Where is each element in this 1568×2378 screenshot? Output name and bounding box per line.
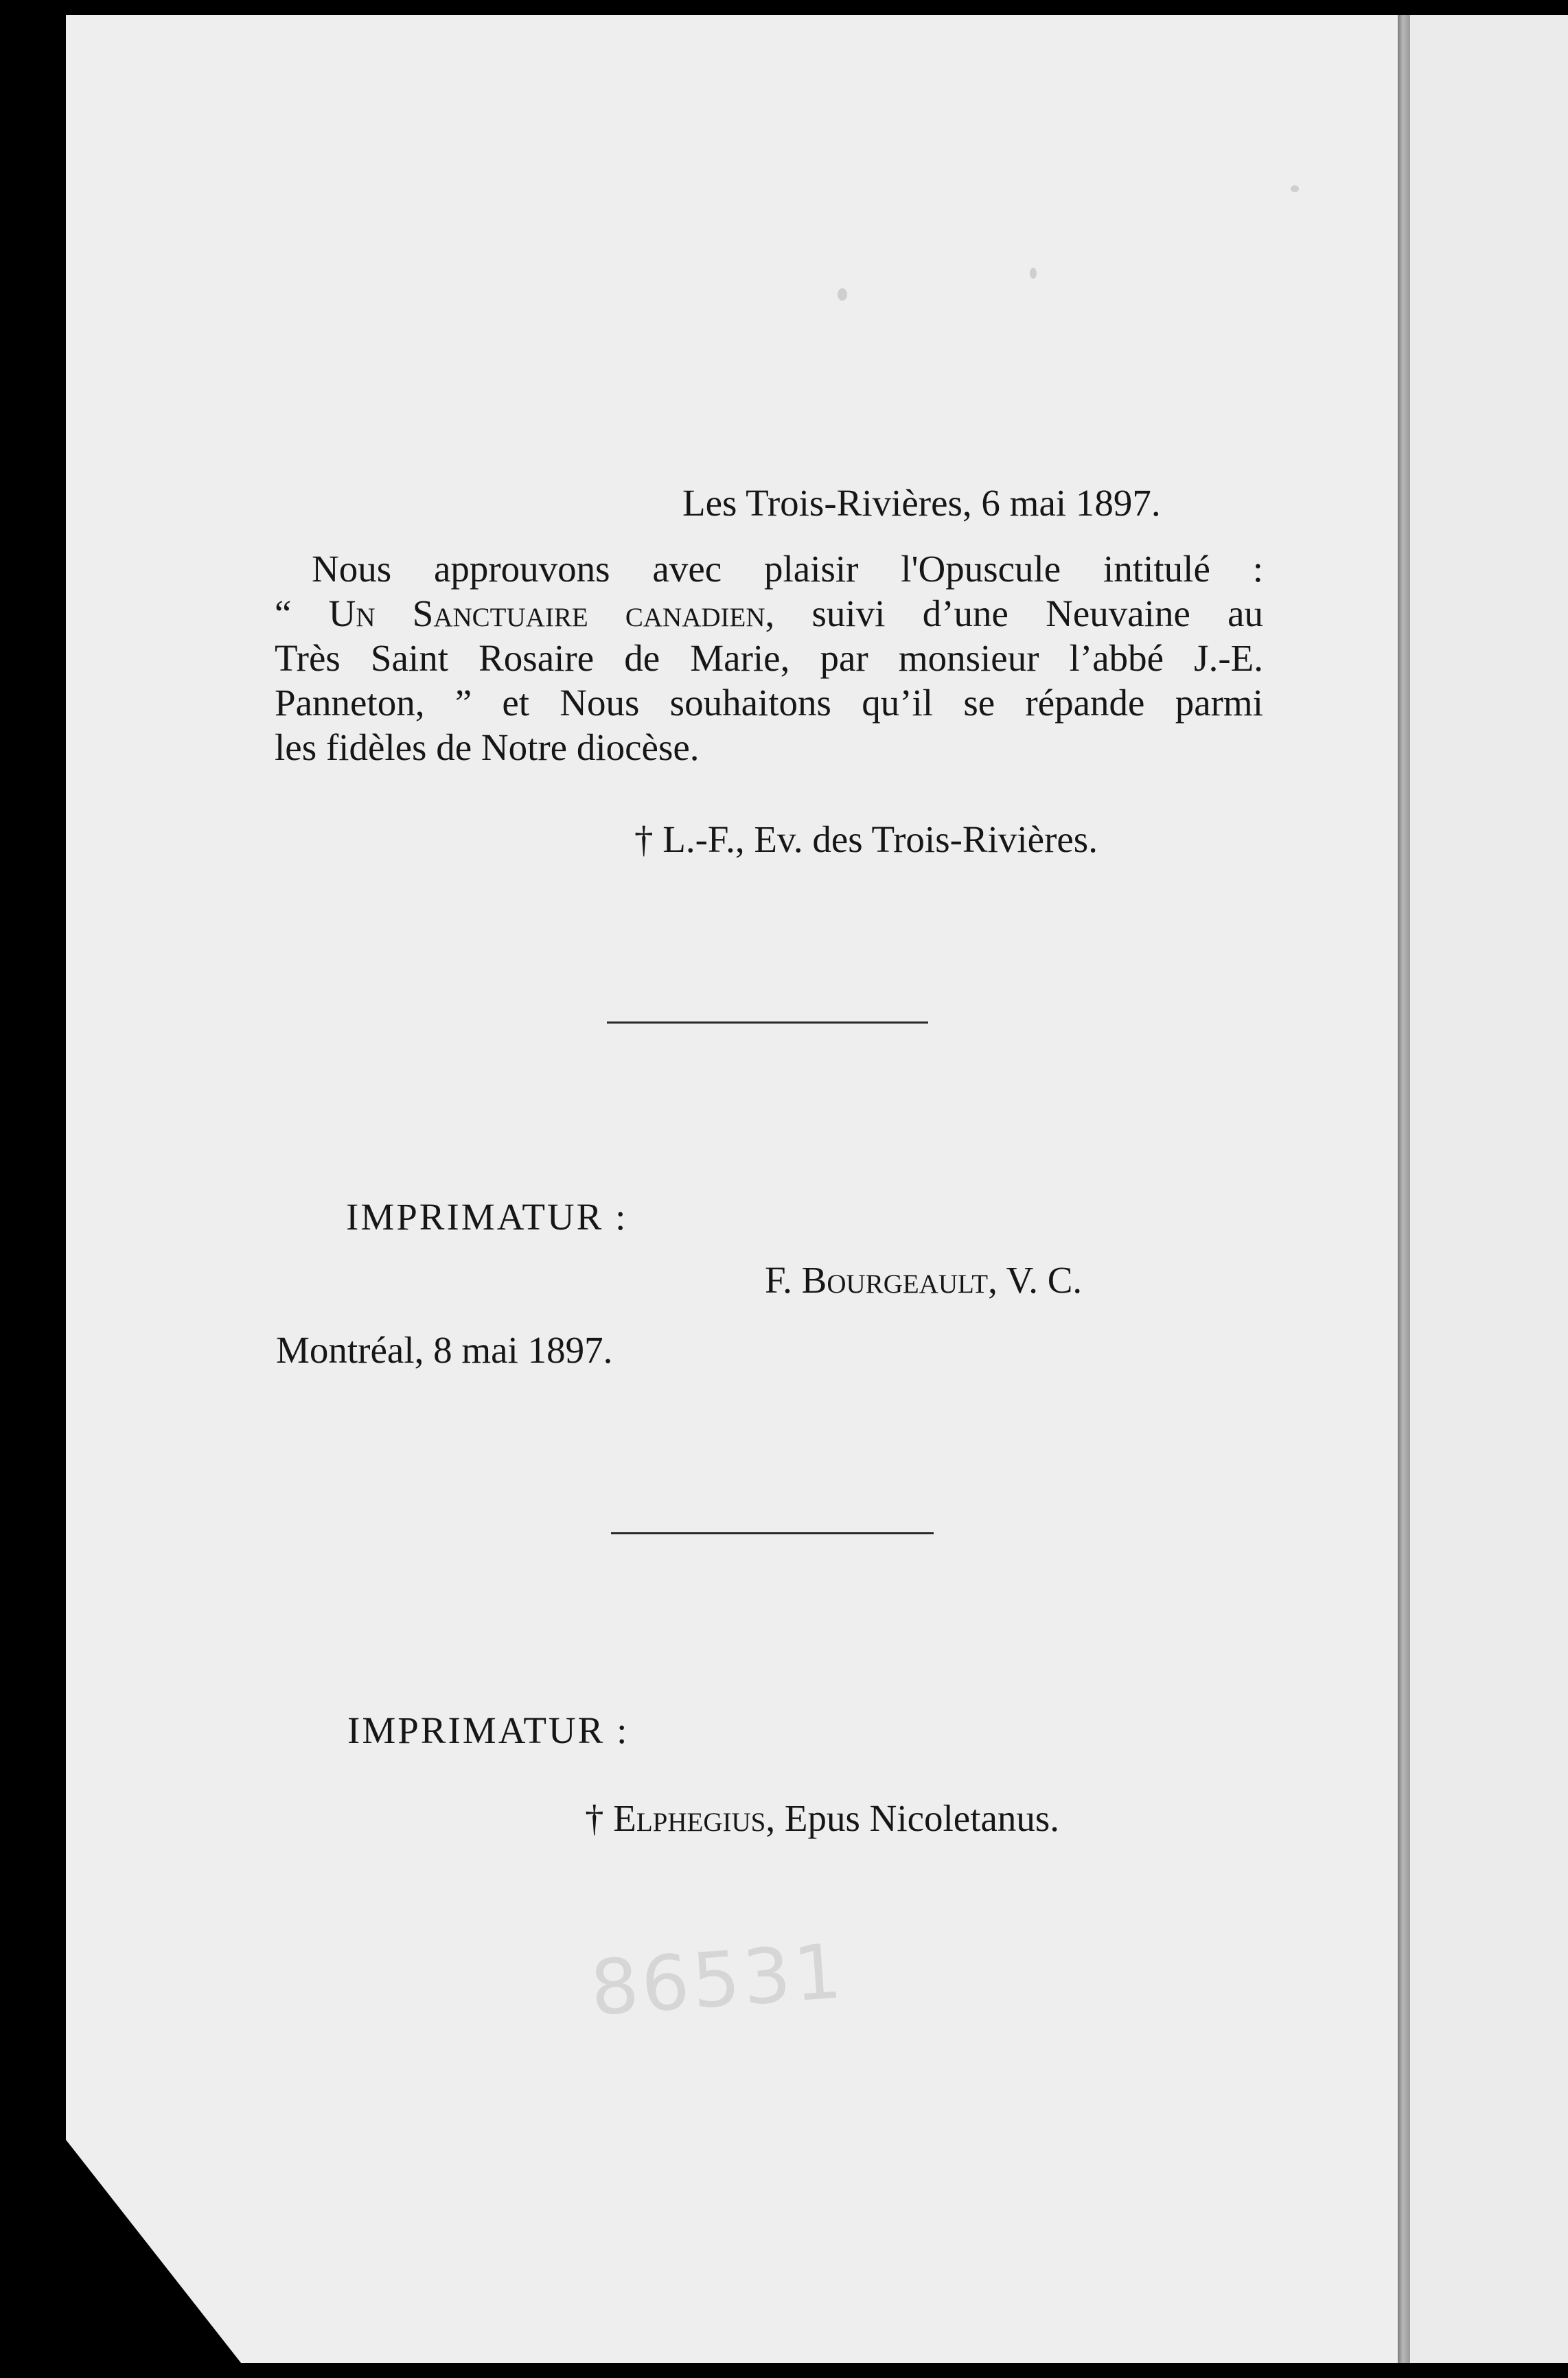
- pencil-catalog-number: 86531: [587, 1927, 847, 2033]
- scan-speck: [1030, 268, 1037, 279]
- imprimatur-place-date-1: Montréal, 8 mai 1897.: [276, 1329, 613, 1371]
- facing-page-edge: [1410, 15, 1568, 2363]
- book-title: Un Sanctuaire canadien: [328, 592, 765, 634]
- divider-rule: [607, 1021, 928, 1024]
- approval-line-1: Nous approuvons avec plaisir l'Opuscule intitulé :: [312, 548, 1263, 590]
- imprimatur-heading-1: IMPRIMATUR :: [346, 1196, 628, 1238]
- approval-place-date: Les Trois-Rivières, 6 mai 1897.: [682, 482, 1161, 524]
- imprimatur-signatory-2: † Elphegius, Epus Nicoletanus.: [585, 1797, 1060, 1839]
- approval-signature: † L.-F., Ev. des Trois-Rivières.: [634, 818, 1098, 860]
- approval-line-3: Très Saint Rosaire de Marie, par monsieur l’abbé J.-E.: [275, 637, 1263, 679]
- imprimatur-signatory-1: F. Bourgeault, V. C.: [765, 1259, 1083, 1301]
- approval-paragraph: [275, 546, 1263, 770]
- page-fold: [1398, 15, 1410, 2363]
- imprimatur-heading-2: IMPRIMATUR :: [347, 1709, 630, 1751]
- approval-line-4: Panneton, ” et Nous souhaitons qu’il se répande parmi: [275, 682, 1263, 724]
- scan-speck: [838, 288, 847, 301]
- divider-rule: [611, 1532, 934, 1534]
- approval-line-2: “ Un Sanctuaire canadien, suivi d’une Neuvaine au: [275, 592, 1264, 634]
- approval-line-5: les fidèles de Notre diocèse.: [275, 726, 700, 768]
- scan-speck: [1291, 185, 1299, 192]
